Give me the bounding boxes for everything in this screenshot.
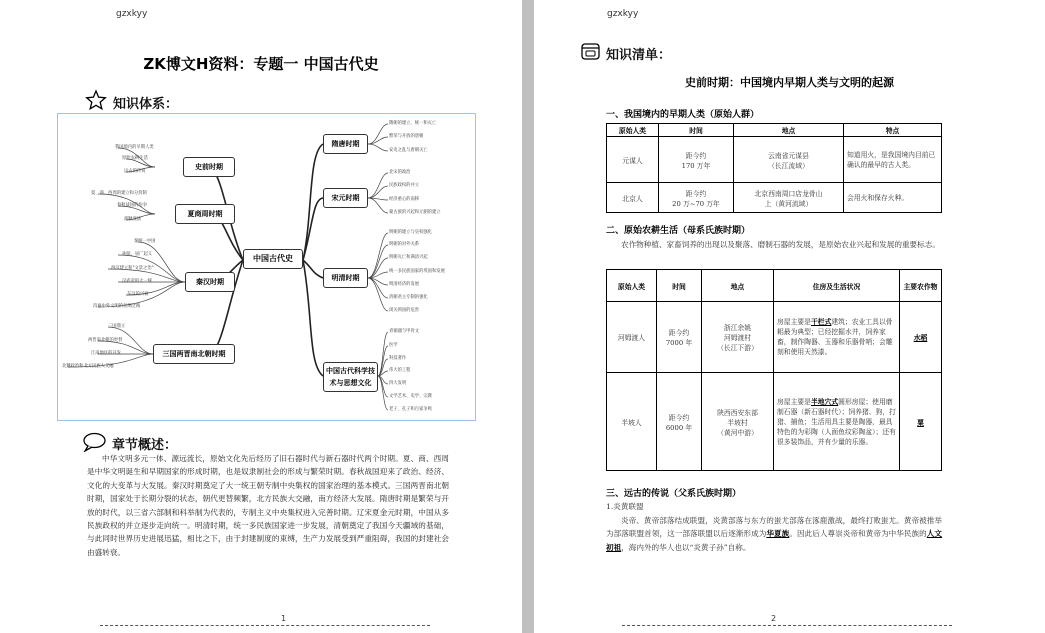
mindmap-leaf: 闭关锁国的危害 [389,308,420,313]
mindmap-node-sanguo: 三国两晋南北朝时期 [153,344,235,364]
mindmap-leaf: 清朝君主专制的强化 [389,295,428,300]
mindmap-node-prehistory: 史前时期 [183,157,235,177]
place-line-3: （长江下游） [717,344,758,352]
page-title: ZK博文H资料：专题一 中国古代史 [143,55,379,73]
mindmap-leaf: 明朝的对外关系 [389,242,420,247]
cell-name: 半坡人 [607,373,657,471]
mindmap-center: 中国古代史 [243,249,303,269]
table-row [607,183,942,213]
cell-time [657,302,702,373]
life-text: 房屋主要是 [777,318,811,326]
cell-name: 北京人 [607,183,659,213]
mindmap-node-songyuan: 宋元时期 [323,188,368,208]
cell-place [702,373,774,471]
time-line-1: 距今约 [668,329,690,337]
keyword-ancestor: 人文初祖 [606,529,943,552]
time-line-1: 距今约 [668,413,690,422]
mindmap-node-suitang: 隋唐时期 [323,134,368,154]
table-header: 特点 [844,124,942,137]
mindmap-leaf: 老子、孔子和百家争鸣 [389,407,432,412]
para-text: 。因此后人尊崇炎帝和黄帝为中华民族的 [789,529,927,539]
table-header: 时间 [657,270,702,302]
section-summary-heading: 章节概述： [112,438,178,453]
mindmap-leaf: 三国鼎立 [108,324,126,329]
mindmap-leaf: 伟大的工程 [389,368,411,373]
place-line-1: 北京西南周口店龙骨山 [754,189,823,198]
time-line-1: 距今约 [685,151,707,160]
mindmap-leaf: 春秋战国的纷争 [117,203,148,208]
mindmap-node-mingqing: 明清时期 [323,268,368,288]
table-header: 地点 [702,270,774,302]
mindmap-leaf: 明朝的建立与皇权强化 [389,230,432,235]
mindmap-node-qinhan: 秦汉时期 [185,272,235,292]
mindmap-leaf: 统一多民族国家的巩固和发展 [389,269,445,274]
section-knowledge-heading: 知识体系： [113,97,179,112]
mindmap-leaf: 文学艺术、史学、宗教 [389,394,432,399]
mindmap-leaf: 医学 [389,343,398,348]
crop-keyword: 水稻 [913,334,928,342]
table-header: 主要农作物 [900,270,942,302]
cell-time [657,373,702,471]
life-text: 圆形房屋；使用磨制石器（新石器时代）；饲养猪、狗，打猎、捕鱼；生活用具主要是陶器，最具特色的为彩陶（人面鱼纹彩陶盆）；还有很多装饰品，并有少量的乐器。 [777,397,896,446]
table-header: 原始人类 [607,124,659,137]
document-page-2 [534,0,1045,633]
mindmap-leaf: 孙膑、屈广起义 [122,252,153,257]
place-line-1: 陕西西安东部 [717,408,758,417]
mindmap-leaf: 四大发明 [389,381,407,386]
mindmap-leaf: 明朝灭亡和满清兴起 [389,255,428,260]
heading-farming: 二、原始农耕生活（母系氏族时期） [606,226,751,236]
summary-paragraph: 中华文明多元一体、源远流长，原始文化先后经历了旧石器时代与新石器时代两个时期。夏、商、西周是中华文明诞生和早期国家的形成时期，也是奴隶制社会的形成与繁荣时期。春秋战国迎来了政治、经济、文化的大变革与大发展。秦汉时期奠定了大一统王朝专制中央集权的国家治理的基本模式。三国两晋南北朝时期，国家处于长期分裂的状态，朝代更替频繁，北方民族大交融，南方经济大发展。隋唐时期是繁荣与开放的时代，以三省六部制和科举制为代表的，专制主义中央集权进入完善时期。辽宋夏金元时期，中国从多民族政权的并立逐步走向统一。明清时期，统一多民族国家进一步发展，清朝奠定了我国今天疆域的基础，与此同时世界历史进展迅猛，相比之下，由于封建制度的束缚，生产力发展受到严重阻碍，我国的封建社会由盛转衰。 [87,454,449,557]
document-page-1 [0,0,522,633]
para-text: ，海内外的华人也以“炎黄子孙”自称。 [621,542,751,552]
mindmap-leaf: 江南地区的开发 [91,351,122,356]
mindmap-leaf: 民族政权的并立 [389,183,420,188]
place-line-1: 云南省元谋县 [768,151,809,160]
mind-map [57,113,476,421]
mindmap-leaf: 安史之乱与唐朝灭亡 [389,148,428,153]
keyword-huaxia: 华夏族 [766,529,790,539]
table-header: 住房及生活状况 [774,270,900,302]
mindmap-leaf: 汉武帝的大一统 [122,279,153,284]
legends-paragraph [606,514,942,554]
cell-place [734,183,844,213]
farming-table [606,269,942,471]
cell-feature: 会用火和保存火种。 [844,183,942,213]
mindmap-leaf: 我国境内的早期人类 [115,145,154,150]
footer-divider [622,625,952,626]
speech-bubble-icon [82,432,106,452]
clipboard-list-icon [580,41,602,61]
section-list-heading: 知识清单： [606,48,672,63]
early-humans-table [606,123,942,213]
life-keyword: 半地穴式 [810,397,839,406]
time-line-1: 距今约 [685,189,707,198]
para-text: 炎帝、黄帝部落结成联盟，炎黄部落与东方的蚩尤部落在涿鹿激战，最终打败蚩尤。黄帝被推举为部落联盟首领，这一部落联盟以后逐渐形成为 [606,516,942,539]
mindmap-leaf: 北宋的政治 [389,170,411,175]
mindmap-leaf: 青铜器与甲骨文 [389,329,420,334]
mindmap-leaf: 科技著作 [389,356,407,361]
table-header: 地点 [734,124,844,137]
cell-crop [900,302,942,373]
mindmap-leaf: 远古的传说 [124,169,146,174]
mindmap-node-science: 中国古代科学技术与思想文化 [323,362,378,392]
place-line-3: （黄河中游） [717,428,758,437]
footer-divider [100,625,430,626]
table-header: 原始人类 [607,270,657,302]
mindmap-leaf: 西汉建立和"文景之治" [111,266,154,271]
mindmap-leaf: 夏、商、西周的建立和分封制 [91,191,147,196]
cell-time [659,183,734,213]
place-line-2: （长江流域） [768,161,809,170]
place-line-1: 浙江余姚 [723,324,752,332]
life-text: 建筑；农业工具以骨耜最为典型；已经挖掘水井，饲养家畜，制作陶器、玉器和乐器骨哨；会雕刻和使用天然漆。 [777,318,893,356]
cell-life [774,373,900,471]
heading-early-humans: 一、我国境内的早期人类（原始人群） [606,110,760,120]
crop-keyword: 粟 [917,418,924,427]
chapter-title: 史前时期：中国境内早期人类与文明的起源 [685,76,894,89]
cell-life [774,302,900,373]
mindmap-leaf: 原始农耕生活 [122,156,148,161]
table-row [607,302,942,373]
mindmap-leaf: 两晋南北朝的更替 [88,338,123,343]
cell-crop [900,373,942,471]
mindmap-leaf: 经济重心的南移 [389,197,420,202]
time-line-2: 7000 年 [665,339,693,347]
mindmap-leaf: 北魏政治和北方民族大交融 [62,364,114,369]
mindmap-node-xsz: 夏商周时期 [175,204,235,224]
place-line-2: 半坡村 [727,418,748,427]
page-header: gzxkyy [607,9,639,19]
mindmap-leaf: 东汉的兴衰 [127,292,149,297]
page-header: gzxkyy [116,9,148,19]
star-icon [85,89,107,111]
mindmap-leaf: 沟通中外文明的丝绸之路 [93,304,141,309]
table-header: 时间 [659,124,734,137]
place-line-2: 上（黄河流域） [764,199,813,208]
life-text: 房屋主要是 [777,397,811,406]
time-line-2: 20 万~70 万年 [672,199,720,208]
mindmap-leaf: 明清经济的发展 [389,282,420,287]
table-row [607,373,942,471]
table-row [607,137,942,183]
page-number: 2 [771,614,777,623]
place-line-2: 河姆渡村 [723,334,752,342]
heading-legends: 三、远古的传说（父系氏族时期） [606,489,742,499]
farming-paragraph: 农作物种植、家畜饲养的出现以及聚落、磨制石器的发展，是原始农业兴起和发展的重要标志。 [621,240,940,249]
time-line-2: 6000 年 [665,423,693,432]
sub-heading-alliance: 1.炎黄联盟 [606,502,644,511]
cell-time [659,137,734,183]
mindmap-leaf: 繁荣与开放的唐朝 [389,134,424,139]
mindmap-leaf: 蒙古族的兴起和元朝的建立 [389,210,441,215]
page-number: 1 [281,614,287,623]
cell-feature: 知道用火，是我国境内目前已确认的最早的古人类。 [844,137,942,183]
mindmap-leaf: 秦统一中国 [134,239,156,244]
cell-place [734,137,844,183]
time-line-2: 170 万年 [681,161,711,170]
cell-name: 元谋人 [607,137,659,183]
mindmap-leaf: 隋朝的建立、统一和灭亡 [389,121,437,126]
mindmap-leaf: 商鞅变法 [124,217,142,222]
cell-place [702,302,774,373]
life-keyword: 干栏式 [810,318,832,326]
cell-name: 河姆渡人 [607,302,657,373]
